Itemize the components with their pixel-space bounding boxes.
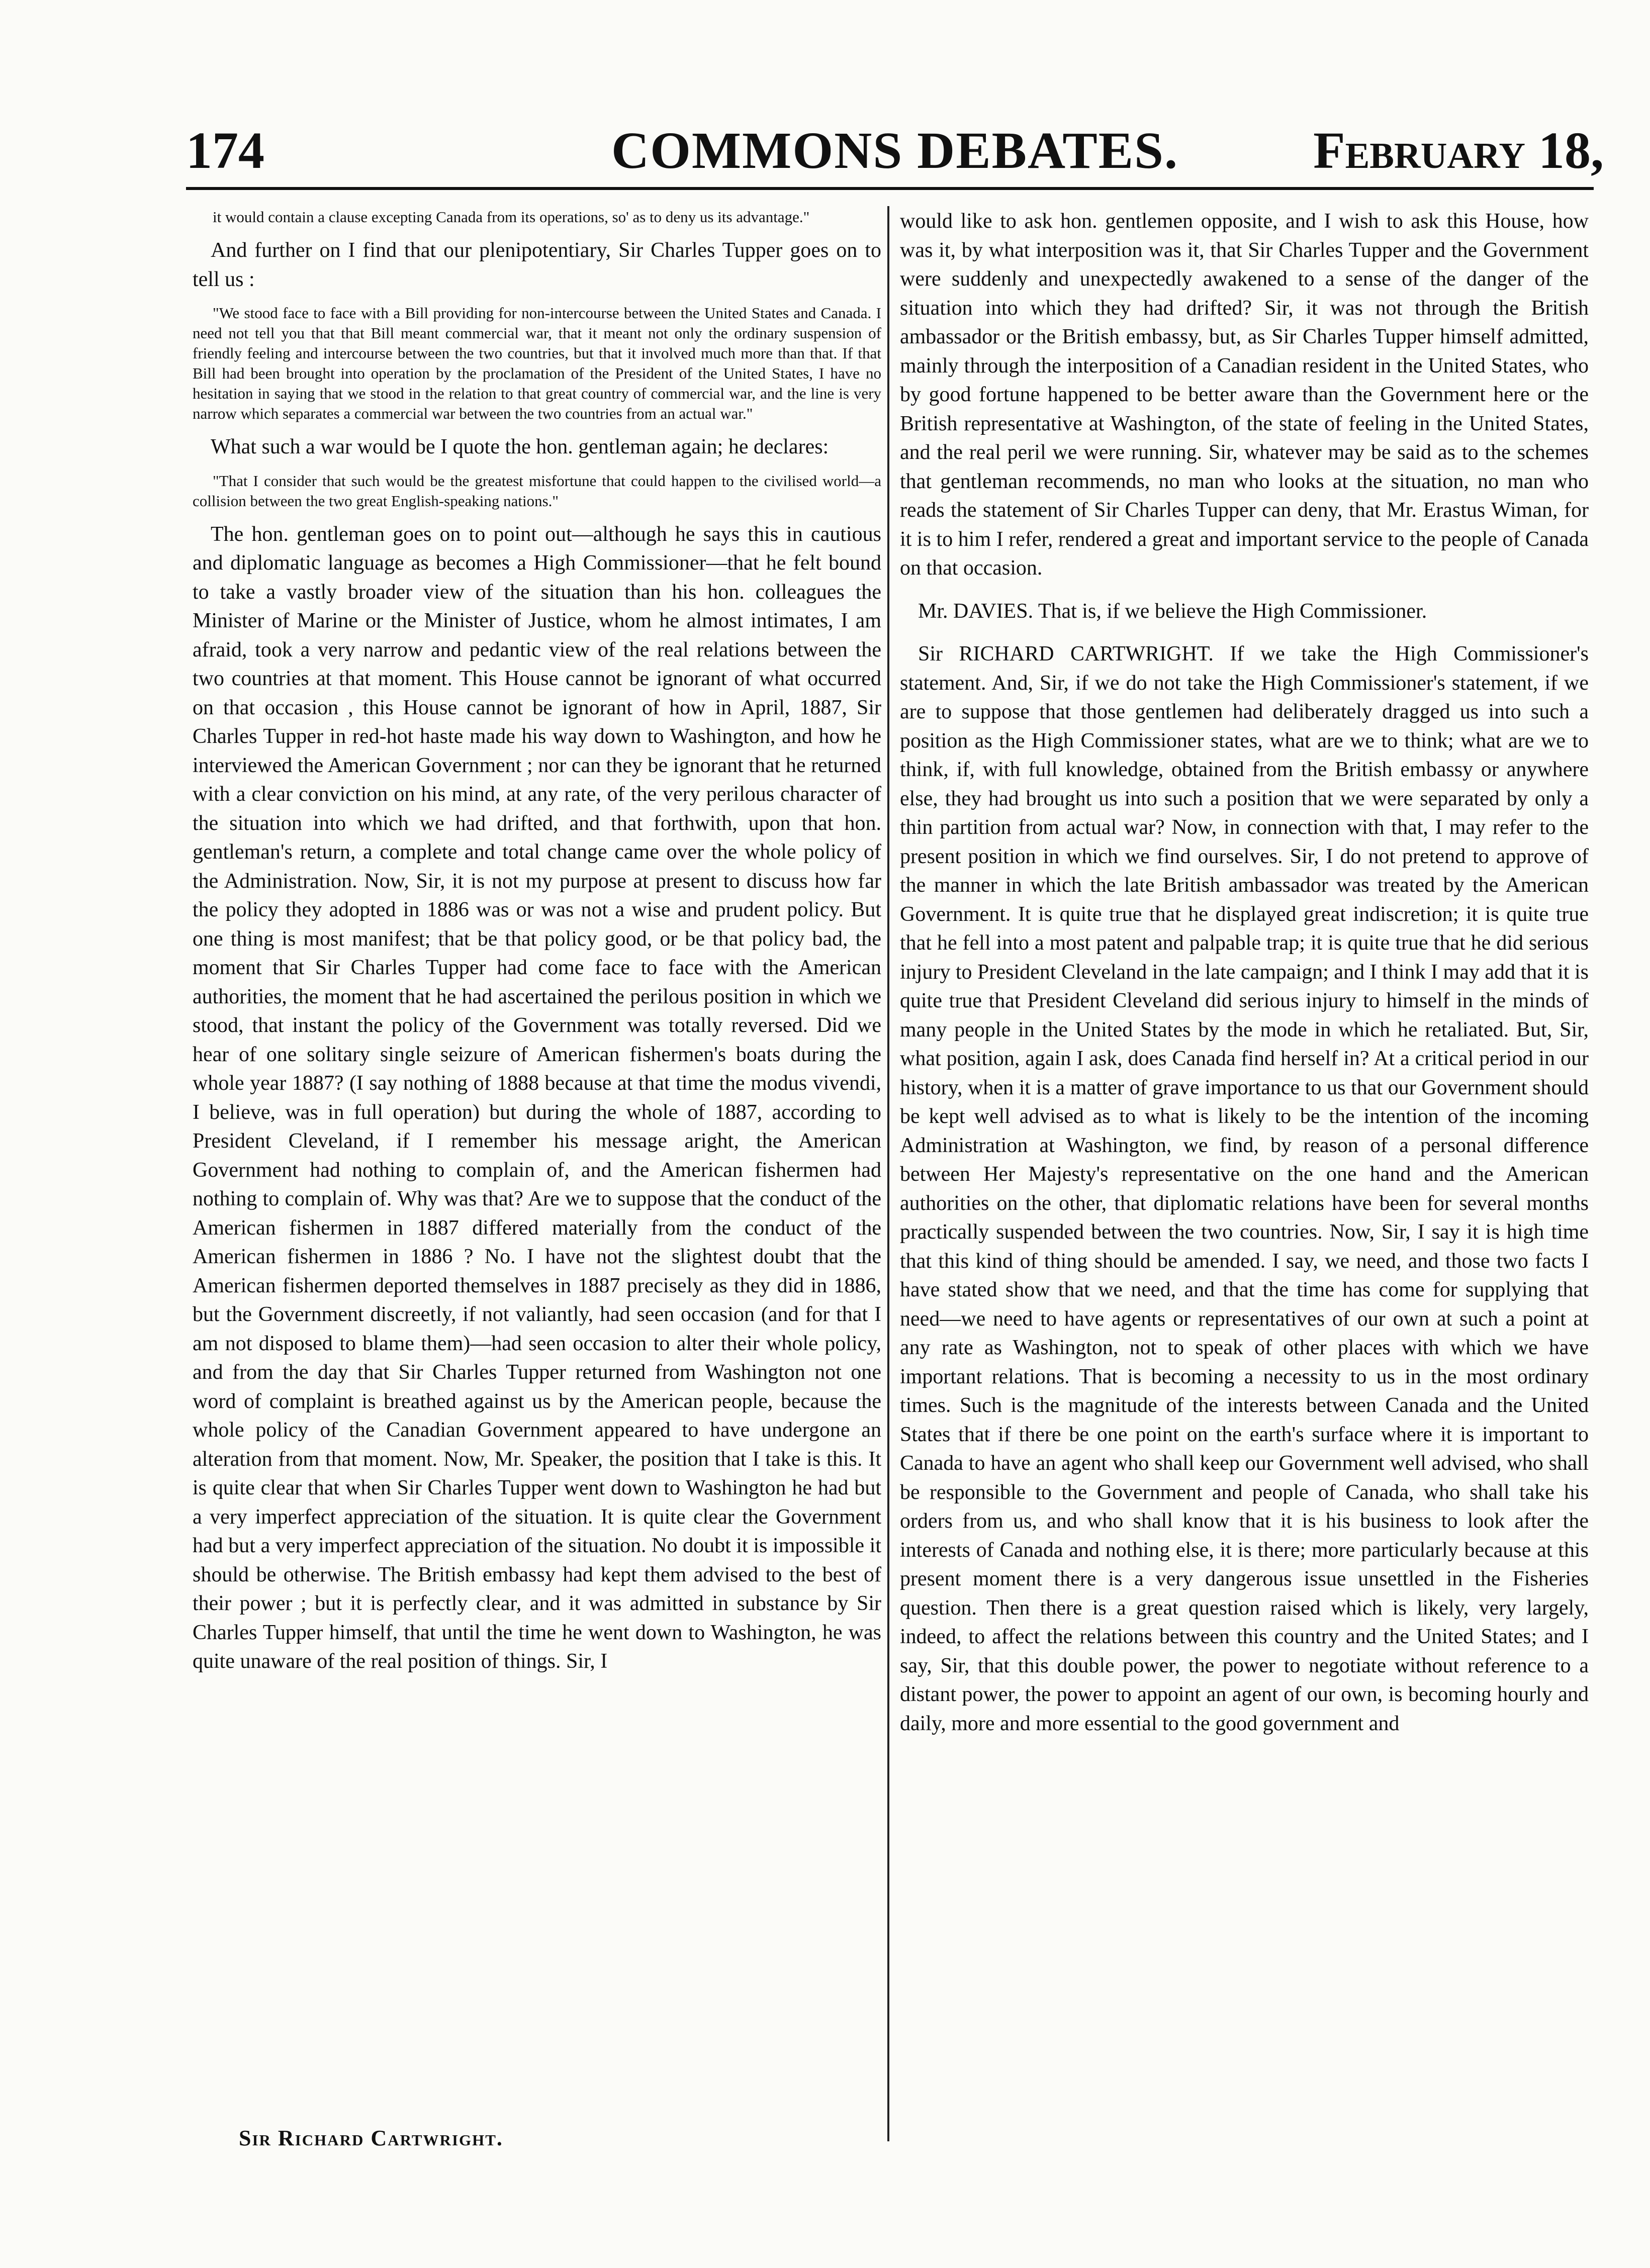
quoted-passage: "We stood face to face with a Bill providing for non-intercourse between the United States and Canada. I need not tell you that that Bill meant commercial war, that it meant not only the ordinary suspension of friendly feeling and intercourse between the two countries, but that it involved much more than that. If that Bill had been brought into operation by the proclamation of the President of the United States, I have no hesitation in saying that we stood in the relation to that great country of commercial war, and the line is very narrow which separates a commercial war between the two countries from an actual war." [193,304,881,422]
quoted-passage: "That I consider that such would be the greatest misfortune that could happen to the civilised world—a collision between the two great English-speaking nations." [193,471,881,510]
publication-title: COMMONS DEBATES. [611,122,1178,179]
paragraph: What such a war would be I quote the hon. gentleman again; he declares: [211,435,829,458]
left-column [193,207,881,1676]
paragraph: Sir RICHARD CARTWRIGHT. If we take the High Commissioner's statement. And, Sir, if we do not take the High Commissioner's statement, if we are to suppose that those gentlemen had deliberately dragged us into such a position as the High Commissioner states, what are we to think; what are we to think, if, with full knowledge, obtained from the British embassy or anywhere else, they had brought us into such a position that we were separated by only a thin partition from actual war? Now, in connection with that, I may refer to the present position in which we find ourselves. Sir, I do not pretend to approve of the manner in which the late British ambassador was treated by the American Government. It is quite true that he displayed great indiscretion; it is quite true that he fell into a most patent and palpable trap; it is quite true that he did serious injury to President Cleveland in the late campaign; and I think I may add that it is quite true that President Cleveland did serious injury to himself in the minds of many people in the United States by the mode in which he retaliated. But, Sir, what position, again I ask, does Canada find herself in? At a critical period in our history, when it is a matter of grave importance to us that our Government should be kept well advised as to what is likely to be the intention of the incoming Administration at Washington, we find, by reason of a personal difference between Her Majesty's representative on the one hand and the American authorities on the other, that diplomatic relations have been for several months practically suspended between the two countries. Now, Sir, I say it is high time that this kind of thing should be amended. I say, we need, and those two facts I have stated show that we need, and that the time has come for supplying that need—we need to have agents or representatives of our own at such a point at any rate as Washington, not to speak of other places with which we have important relations. That is becoming a necessity to us in the most ordinary times. Such is the magnitude of the interests between Canada and the United States that if there be one point on the earth's surface where it is important to Canada to have an agent who shall keep our Government well advised, who shall be responsible to the Government and people of Canada, who shall take his orders from us, and who shall know that it is his business to look after the interests of Canada and nothing else, it is there; more particularly because at this present moment there is a very dangerous issue unsettled in the Fisheries question. Then there is a great question raised which is likely, very largely, indeed, to affect the relations between this country and the United States; and I say, Sir, that this double power, the power to negotiate without reference to a distant power, the power to appoint an agent of our own, is becoming hourly and daily, more and more essential to the good government and [900,642,1589,1735]
page-number: 174 [186,122,264,179]
header-rule [186,187,1594,190]
paragraph: And further on I find that our plenipotentiary, Sir Charles Tupper goes on to tell us : [193,239,881,291]
right-column [900,207,1589,1738]
page-date: February 18, [1313,122,1604,179]
column-divider [887,206,889,2141]
running-footer-speaker: Sir Richard Cartwright. [239,2126,503,2150]
quoted-passage: it would contain a clause excepting Canada from its operations, so' as to deny us its advantage." [213,208,810,226]
paragraph: Mr. DAVIES. That is, if we believe the High Commissioner. [918,599,1427,623]
page-header [186,121,1604,179]
paragraph: would like to ask hon. gentlemen opposite, and I wish to ask this House, how was it, by what interposition was it, that Sir Charles Tupper and the Government were suddenly and unexpectedly awakened to a sense of the danger of the situation into which they had drifted? Sir, it was not through the British ambassador or the British embassy, but, as Sir Charles Tupper himself admitted, mainly through the interposition of a Canadian resident in the United States, who by good fortune happened to be better aware than the Government here or the British representative at Washington, of the state of feeling in the United States, and the real peril we were running. Sir, whatever may be said as to the schemes that gentleman recommends, no man who looks at the situation, no man who reads the statement of Sir Charles Tupper can deny, that Mr. Erastus Wiman, for it is to him I refer, rendered a great and important service to the people of Canada on that occasion. [900,210,1589,580]
paragraph: The hon. gentleman goes on to point out—although he says this in cautious and diplomatic language as becomes a High Commissioner—that he felt bound to take a vastly broader view of the situation than his hon. colleagues the Minister of Marine or the Minister of Justice, whom he almost intimates, I am afraid, took a very narrow and pedantic view of the real relations between the two countries at that moment. This House cannot be ignorant of what occurred on that occasion , this House cannot be ignorant of how in April, 1887, Sir Charles Tupper in red-hot haste made his way down to Washington, and how he interviewed the American Government ; nor can they be ignorant that he returned with a clear conviction on his mind, at any rate, of the very perilous character of the situation into which we had drifted, and that forthwith, upon that hon. gentleman's return, a complete and total change came over the whole policy of the Administration. Now, Sir, it is not my purpose at present to discuss how far the policy they adopted in 1886 was or was not a wise and prudent policy. But one thing is most manifest; that be that policy good, or be that policy bad, the moment that Sir Charles Tupper had come face to face with the American authorities, the moment that he had ascertained the perilous position in which we stood, that instant the policy of the Government was totally reversed. Did we hear of one solitary single seizure of American fishermen's boats during the whole year 1887? (I say nothing of 1888 because at that time the modus vivendi, I believe, was in full operation) but during the whole of 1887, according to President Cleveland, if I remember his message aright, the American Government had nothing to complain of, and the American fishermen had nothing to complain of. Why was that? Are we to suppose that the conduct of the American fishermen in 1887 differed materially from the conduct of the American fishermen in 1886 ? No. I have not the slightest doubt that the American fishermen deported themselves in 1887 precisely as they did in 1886, but the Government discreetly, if not valiantly, had seen occasion (and for that I am not disposed to blame them)—had seen occasion to alter their whole policy, and from the day that Sir Charles Tupper returned from Washington not one word of complaint is breathed against us by the American people, because the whole policy of the Canadian Government appeared to have undergone an alteration from that moment. Now, Mr. Speaker, the position that I take is this. It is quite clear that when Sir Charles Tupper went down to Washington he had but a very imperfect appreciation of the situation. It is quite clear the Government had but a very imperfect appreciation of the situation. No doubt it is impossible it should be otherwise. The British embassy had kept them advised to the best of their power ; but it is perfectly clear, and it was admitted in substance by Sir Charles Tupper himself, that until the time he went down to Washington, he was quite unaware of the real position of things. Sir, I [193,522,881,1673]
